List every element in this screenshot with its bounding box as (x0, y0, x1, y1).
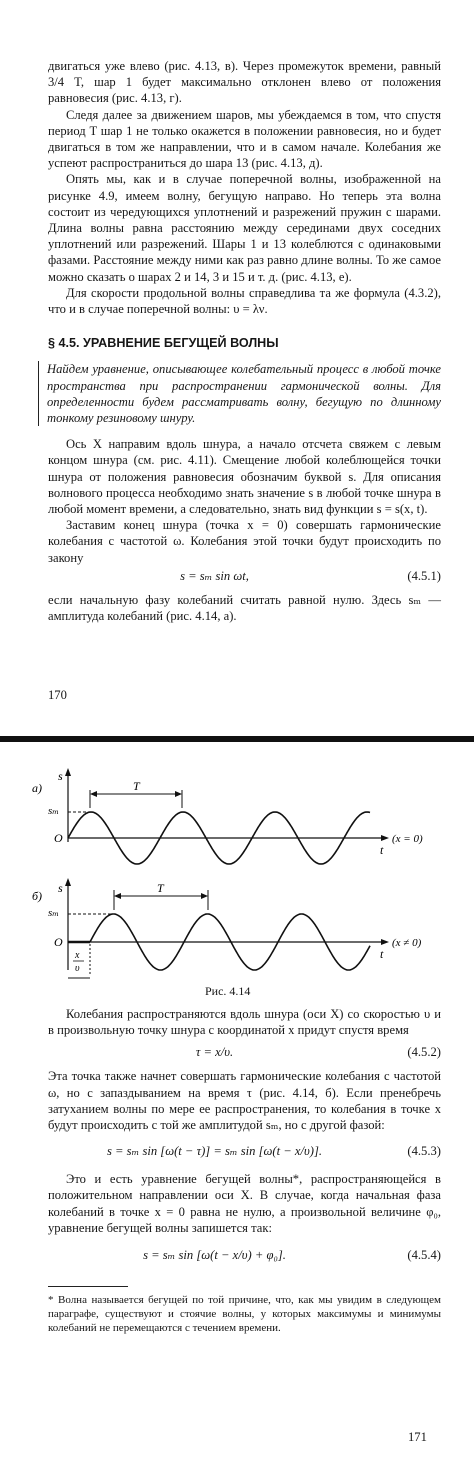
period-arrowhead-right (201, 893, 208, 899)
origin-label: O (54, 831, 63, 845)
graph-b-label: б) (32, 889, 43, 903)
delay-denominator: υ (75, 963, 80, 974)
t-axis-arrow (381, 939, 389, 945)
period-label: T (133, 779, 140, 793)
paragraph: Для скорости продольной волны справедлива та же формула (4.3.2), что и в случае поперечной волны: υ = λν. (48, 285, 441, 317)
section-heading: § 4.5. УРАВНЕНИЕ БЕГУЩЕЙ ВОЛНЫ (48, 336, 279, 351)
paragraph: Следя далее за движением шаров, мы убеждаемся в том, что спустя период T шар 1 не только окажется в положении равновесия, но и будет двигаться в том же направлении, что и в самом начале. Колебания же успеют распространиться до шара 13 (рис. 4.13, д). (48, 107, 441, 171)
paragraph: Заставим конец шнура (точка x = 0) совершать гармонические колебания с частотой ω. Колебания этой точки будут происходить по закону (48, 518, 441, 565)
period-arrowhead-right (175, 791, 182, 797)
paragraph: Колебания распространяются вдоль шнура (оси X) со скоростью υ и в произвольную точку шнура с координатой x придут спустя время (48, 1007, 441, 1038)
footnote: * Волна называется бегущей по той причине, что, как мы увидим в следующем параграфе, существуют и стоячие волны, у которых максимумы и минимумы колебаний не перемещаются с течением времени. (48, 1294, 441, 1335)
equation-4-5-2 (48, 1040, 441, 1066)
condition-label: (x = 0) (392, 833, 423, 845)
period-arrowhead-left (90, 791, 97, 797)
paragraph: двигаться уже влево (рис. 4.13, в). Через промежуток времени, равный 3/4 T, шар 1 будет максимально отклонен влево от положения равновесия (рис. 4.13, г). (48, 59, 441, 106)
paragraph: если начальную фазу колебаний считать равной нулю. Здесь sₘ — амплитуда колебаний (рис. 4.14, а). (48, 592, 441, 624)
t-axis-arrow (381, 835, 389, 841)
page-170 (0, 0, 474, 736)
delay-numerator: x (75, 950, 80, 961)
s-axis-label: s (58, 881, 63, 895)
graph-a (32, 768, 423, 864)
t-axis-label: t (380, 843, 384, 857)
paragraph: Эта точка также начнет совершать гармонические колебания с частотой ω, но с запаздыванием на время τ (рис. 4.14, б). Если пренебречь затуханием волны по мере ее распространения, то колебания в точке x будут происходить с той же амплитудой sₘ, но с другой фазой: (48, 1069, 441, 1133)
equation-4-5-3 (48, 1135, 441, 1169)
page-170-text (48, 58, 441, 624)
page-number: 171 (408, 1430, 427, 1444)
paragraph: Ось X направим вдоль шнура, а начало отсчета свяжем с левым концом шнура (см. рис. 4.11). Смещение любой колеблющейся точки шнура от положения равновесия обозначим буквой s. Для описания волнового процесса необходимо знать значение s в любой точке шнура в любой момент времени, а следовательно, знать вид функции s = s(x, t). (48, 437, 441, 517)
graph-a-label: а) (32, 781, 42, 795)
period-label: T (157, 881, 164, 895)
section-intro: Найдем уравнение, описывающее колебательный процесс в любой точке пространства при распространении гармонической волны. Для определенности будем рассматривать волну, бегущую по длинному тонкому резиновому шнуру. (38, 361, 441, 426)
equation-number: (4.5.1) (407, 568, 441, 583)
equation-formula: s = sₘ sin [ω(t − τ)] = sₘ sin [ω(t − x/υ)]. (106, 1144, 322, 1159)
period-arrowhead-left (114, 893, 121, 899)
equation-4-5-1 (48, 568, 441, 590)
paragraph: Это и есть уравнение бегущей волны*, распространяющейся в положительном направлении оси X. В случае, когда начальная фаза колебаний в точке x = 0 равна не нулю, а произвольной величине φ₀, уравнение бегущей волны запишется так: (48, 1172, 441, 1235)
s-axis-arrow (65, 878, 71, 886)
page-171-text (48, 1006, 441, 1335)
paragraph: Опять мы, как и в случае поперечной волны, изображенной на рисунке 4.9, имеем волну, бегущую направо. Но теперь эта волна состоит из чередующихся уплотнений и разрежений пружин с шарами. Длина волны равна расстоянию между серединами двух соседних уплотнений или разрежений. Шары 1 и 13 колеблются с одинаковыми фазами. Расстояние между ними как раз равно длине волны. То же самое можно сказать о шарах 2 и 14, 3 и 15 и т. д. (рис. 4.13, е). (48, 172, 441, 284)
equation-number: (4.5.4) (407, 1248, 441, 1263)
figure-4-14 (30, 742, 450, 992)
s-axis-label: s (58, 769, 63, 783)
equation-number: (4.5.2) (407, 1045, 441, 1060)
condition-label: (x ≠ 0) (392, 937, 422, 949)
origin-label: O (54, 935, 63, 949)
s-axis-arrow (65, 768, 71, 776)
figure-caption: Рис. 4.14 (205, 984, 251, 998)
graph-b (32, 878, 422, 978)
amplitude-label: sₘ (48, 805, 60, 817)
equation-formula: s = sₘ sin [ω(t − x/υ) + φ₀]. (143, 1248, 286, 1263)
amplitude-label: sₘ (48, 907, 60, 919)
page-171 (0, 742, 474, 1476)
equation-formula: τ = x/υ. (195, 1045, 234, 1060)
t-axis-label: t (380, 947, 384, 961)
page-number: 170 (48, 688, 67, 702)
equation-number: (4.5.3) (407, 1144, 441, 1159)
equation-formula: s = sₘ sin ωt, (180, 568, 249, 583)
footnote-rule (48, 1286, 128, 1287)
equation-4-5-4 (48, 1238, 441, 1274)
